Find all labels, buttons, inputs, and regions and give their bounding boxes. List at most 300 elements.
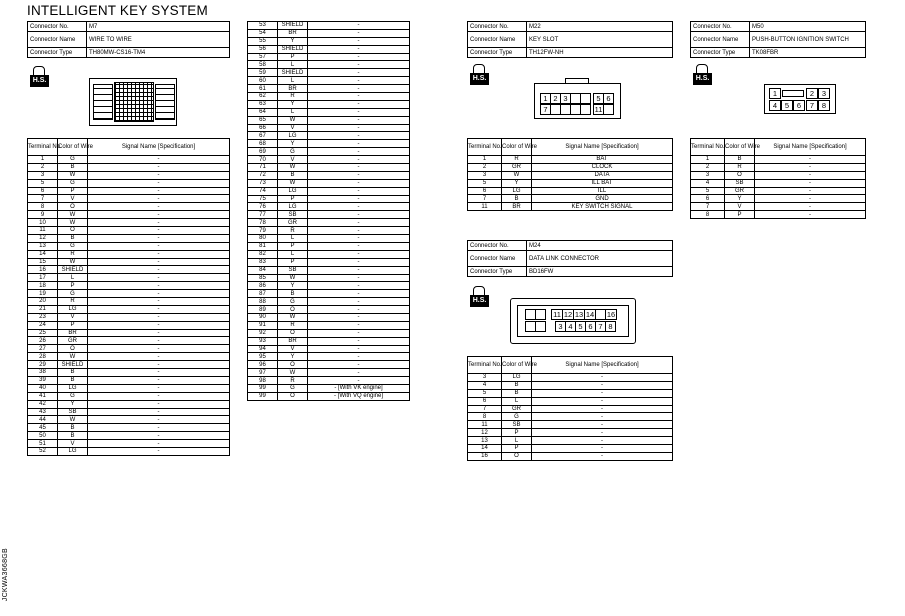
wire-color: P — [278, 195, 308, 203]
table-row — [248, 37, 410, 45]
table-row — [468, 452, 673, 460]
table-row — [28, 211, 230, 219]
m24-pin-3: 3 — [555, 321, 566, 332]
m7-terminal-table-continued — [247, 21, 410, 401]
table-row — [248, 219, 410, 227]
terminal-no: 21 — [28, 305, 58, 313]
signal-name: - [With VQ engine] — [308, 392, 410, 400]
terminal-no: 65 — [248, 116, 278, 124]
signal-name: - — [88, 329, 230, 337]
terminal-no: 95 — [248, 353, 278, 361]
table-row — [248, 353, 410, 361]
harness-side-icon — [30, 66, 50, 88]
wire-color: R — [725, 163, 755, 171]
col-terminal: Terminal No. — [691, 139, 725, 156]
terminal-no: 1 — [28, 156, 58, 164]
wire-color: P — [278, 242, 308, 250]
connector-no: M22 — [527, 22, 673, 32]
table-row — [248, 369, 410, 377]
label-connector-name: Connector Name — [468, 251, 527, 267]
m24-pin-8: 8 — [605, 321, 616, 332]
signal-name: - — [308, 290, 410, 298]
signal-name: - — [308, 337, 410, 345]
terminal-no: 69 — [248, 148, 278, 156]
wire-color: B — [278, 290, 308, 298]
table-row — [28, 345, 230, 353]
terminal-no: 62 — [248, 93, 278, 101]
table-row — [28, 179, 230, 187]
table-row — [248, 85, 410, 93]
wire-color: O — [58, 203, 88, 211]
signal-name: - — [532, 374, 673, 382]
terminal-no: 87 — [248, 290, 278, 298]
wire-color: B — [502, 389, 532, 397]
signal-name: - — [308, 306, 410, 314]
signal-name: - — [308, 211, 410, 219]
table-row — [248, 321, 410, 329]
terminal-no: 4 — [468, 381, 502, 389]
table-row — [28, 353, 230, 361]
wire-color: Y — [278, 140, 308, 148]
signal-name: GND — [532, 195, 673, 203]
signal-name: - — [532, 405, 673, 413]
table-row — [28, 424, 230, 432]
table-row — [248, 148, 410, 156]
signal-name: - — [755, 171, 866, 179]
wire-color: O — [278, 392, 308, 400]
m50-connector-face-diagram — [764, 84, 836, 114]
m50-pin-2: 2 — [806, 88, 818, 99]
wire-color: P — [58, 282, 88, 290]
m24-pin-blank — [535, 321, 546, 332]
signal-name: - — [308, 353, 410, 361]
table-row — [248, 384, 410, 392]
wire-color: R — [278, 377, 308, 385]
table-row — [28, 219, 230, 227]
table-row — [468, 445, 673, 453]
m22-pin-3: 3 — [560, 93, 571, 104]
terminal-no: 6 — [468, 187, 502, 195]
table-row — [248, 187, 410, 195]
signal-name: - — [755, 203, 866, 211]
hs-label: H.S. — [470, 295, 489, 307]
signal-name: - — [88, 384, 230, 392]
signal-name: - — [88, 227, 230, 235]
wire-color: LG — [58, 305, 88, 313]
wire-color: G — [278, 148, 308, 156]
table-row — [28, 321, 230, 329]
label-connector-type: Connector Type — [691, 48, 750, 58]
signal-name: - [With VK engine] — [308, 384, 410, 392]
terminal-no: 50 — [28, 432, 58, 440]
terminal-no: 99 — [248, 384, 278, 392]
table-row — [248, 69, 410, 77]
signal-name: - — [88, 440, 230, 448]
wire-color: P — [278, 258, 308, 266]
signal-name: - — [88, 258, 230, 266]
wire-color: LG — [278, 203, 308, 211]
wire-color: GR — [58, 337, 88, 345]
signal-name: - — [88, 274, 230, 282]
m24-pin-11: 11 — [551, 309, 563, 320]
signal-name: - — [532, 381, 673, 389]
wire-color: B — [58, 234, 88, 242]
terminal-no: 42 — [28, 400, 58, 408]
m50-pin-6: 6 — [793, 100, 805, 111]
terminal-no: 63 — [248, 100, 278, 108]
signal-name: - — [308, 156, 410, 164]
terminal-no: 28 — [28, 353, 58, 361]
terminal-no: 56 — [248, 45, 278, 53]
wire-color: B — [58, 376, 88, 384]
table-row — [248, 313, 410, 321]
wire-color: GR — [502, 405, 532, 413]
signal-name: - — [88, 234, 230, 242]
wire-color: P — [278, 53, 308, 61]
table-row — [468, 429, 673, 437]
wire-color: B — [58, 424, 88, 432]
wire-color: BR — [58, 329, 88, 337]
wire-color: B — [725, 156, 755, 164]
wire-color: O — [725, 171, 755, 179]
table-row — [468, 195, 673, 203]
terminal-no: 72 — [248, 171, 278, 179]
wire-color: GR — [725, 187, 755, 195]
table-row — [248, 171, 410, 179]
wire-color: SB — [58, 408, 88, 416]
table-row — [28, 290, 230, 298]
signal-name: ILL BAT — [532, 179, 673, 187]
table-row — [468, 156, 673, 164]
signal-name: - — [308, 100, 410, 108]
terminal-no: 54 — [248, 29, 278, 37]
terminal-no: 5 — [468, 389, 502, 397]
wire-color: BR — [278, 85, 308, 93]
terminal-no: 90 — [248, 313, 278, 321]
terminal-no: 45 — [28, 424, 58, 432]
terminal-no: 16 — [28, 266, 58, 274]
table-row — [248, 345, 410, 353]
wire-color: B — [502, 195, 532, 203]
col-terminal: Terminal No. — [468, 139, 502, 156]
table-row — [468, 179, 673, 187]
wire-color: LG — [278, 187, 308, 195]
table-row — [248, 329, 410, 337]
table-row — [28, 440, 230, 448]
signal-name: - — [88, 447, 230, 455]
col-color: Color of Wire — [502, 139, 532, 156]
terminal-no: 94 — [248, 345, 278, 353]
signal-name: - — [88, 195, 230, 203]
signal-name: - — [755, 211, 866, 219]
wire-color: W — [58, 219, 88, 227]
terminal-no: 81 — [248, 242, 278, 250]
signal-name: - — [88, 171, 230, 179]
terminal-no: 18 — [28, 282, 58, 290]
connector-name: PUSH-BUTTON IGNITION SWITCH — [750, 32, 866, 48]
signal-name: - — [308, 93, 410, 101]
signal-name: - — [755, 195, 866, 203]
signal-name: - — [88, 424, 230, 432]
signal-name: - — [308, 77, 410, 85]
signal-name: - — [88, 219, 230, 227]
table-row — [248, 290, 410, 298]
m22-terminal-table — [467, 138, 673, 211]
table-row — [248, 61, 410, 69]
terminal-no: 68 — [248, 140, 278, 148]
terminal-no: 79 — [248, 227, 278, 235]
table-row — [28, 163, 230, 171]
terminal-no: 74 — [248, 187, 278, 195]
m50-pin-8: 8 — [818, 100, 830, 111]
signal-name: - — [532, 389, 673, 397]
wire-color: R — [502, 156, 532, 164]
terminal-no: 39 — [28, 376, 58, 384]
terminal-no: 10 — [28, 219, 58, 227]
wire-color: GR — [502, 163, 532, 171]
connector-name: WIRE TO WIRE — [87, 32, 230, 48]
signal-name: - — [88, 400, 230, 408]
signal-name: - — [308, 69, 410, 77]
wire-color: O — [278, 329, 308, 337]
wire-color: L — [278, 77, 308, 85]
table-row — [28, 187, 230, 195]
col-signal: Signal Name [Specification] — [88, 139, 230, 156]
terminal-no: 15 — [28, 258, 58, 266]
wire-color: BR — [278, 29, 308, 37]
terminal-no: 11 — [468, 203, 502, 211]
signal-name: - — [755, 179, 866, 187]
m50-pin-4: 4 — [769, 100, 781, 111]
table-row — [248, 298, 410, 306]
m50-pin-7: 7 — [806, 100, 818, 111]
terminal-no: 2 — [468, 163, 502, 171]
wire-color: W — [58, 258, 88, 266]
m50-pin-5: 5 — [781, 100, 793, 111]
figure-code: JCKWA3668GB — [2, 548, 9, 602]
wire-color: G — [502, 413, 532, 421]
signal-name: - — [308, 179, 410, 187]
table-row — [28, 242, 230, 250]
wire-color: V — [278, 345, 308, 353]
col-color: Color of Wire — [725, 139, 755, 156]
terminal-no: 78 — [248, 219, 278, 227]
terminal-no: 17 — [28, 274, 58, 282]
terminal-no: 96 — [248, 361, 278, 369]
table-row — [248, 195, 410, 203]
m24-pin-16: 16 — [606, 310, 616, 319]
wire-color: P — [725, 211, 755, 219]
wire-color: V — [725, 203, 755, 211]
terminal-no: 75 — [248, 195, 278, 203]
signal-name: - — [755, 156, 866, 164]
signal-name: - — [88, 408, 230, 416]
table-row — [468, 171, 673, 179]
signal-name: - — [308, 140, 410, 148]
signal-name: KEY SWITCH SIGNAL — [532, 203, 673, 211]
signal-name: - — [88, 250, 230, 258]
signal-name: - — [308, 313, 410, 321]
signal-name: - — [88, 376, 230, 384]
label-connector-type: Connector Type — [468, 48, 527, 58]
signal-name: - — [308, 53, 410, 61]
terminal-no: 66 — [248, 124, 278, 132]
table-row — [248, 266, 410, 274]
m22-pin-blank — [580, 104, 591, 115]
signal-name: - — [532, 397, 673, 405]
wire-color: LG — [502, 187, 532, 195]
signal-name: - — [308, 242, 410, 250]
terminal-no: 8 — [28, 203, 58, 211]
signal-name: - — [308, 361, 410, 369]
wire-color: Y — [278, 282, 308, 290]
page-title: INTELLIGENT KEY SYSTEM — [27, 3, 208, 18]
table-row — [28, 171, 230, 179]
table-row — [248, 29, 410, 37]
table-row — [28, 298, 230, 306]
wire-color: L — [278, 250, 308, 258]
m22-pin-blank — [580, 93, 591, 104]
table-row — [248, 132, 410, 140]
terminal-no: 91 — [248, 321, 278, 329]
terminal-no: 5 — [691, 187, 725, 195]
signal-name: - — [88, 345, 230, 353]
wire-color: LG — [58, 447, 88, 455]
col-color: Color of Wire — [58, 139, 88, 156]
terminal-no: 13 — [28, 242, 58, 250]
wire-color: SHIELD — [278, 45, 308, 53]
terminal-no: 2 — [691, 163, 725, 171]
wire-color: W — [278, 313, 308, 321]
terminal-no: 25 — [28, 329, 58, 337]
signal-name: - — [308, 171, 410, 179]
terminal-no: 71 — [248, 164, 278, 172]
terminal-no: 29 — [28, 361, 58, 369]
signal-name: - — [88, 416, 230, 424]
table-row — [28, 266, 230, 274]
col-signal: Signal Name [Specification] — [755, 139, 866, 156]
terminal-no: 7 — [28, 195, 58, 203]
signal-name: - — [308, 116, 410, 124]
harness-side-icon — [470, 286, 490, 308]
signal-name: - — [88, 203, 230, 211]
signal-name: - — [308, 45, 410, 53]
wire-color: B — [58, 163, 88, 171]
connector-type: TH12FW-NH — [527, 48, 673, 58]
wire-color: Y — [278, 353, 308, 361]
m50-terminal-table — [690, 138, 866, 219]
signal-name: - — [532, 452, 673, 460]
terminal-no: 2 — [28, 163, 58, 171]
wire-color: G — [58, 392, 88, 400]
terminal-no: 80 — [248, 235, 278, 243]
terminal-no: 12 — [28, 234, 58, 242]
terminal-no: 38 — [28, 369, 58, 377]
wire-color: P — [502, 429, 532, 437]
m7-connector-face-diagram — [89, 78, 177, 126]
m24-connector-face-diagram — [510, 298, 636, 344]
table-row — [248, 377, 410, 385]
wire-color: O — [58, 227, 88, 235]
signal-name: - — [88, 369, 230, 377]
m22-pin-6: 6 — [603, 93, 614, 104]
table-row — [28, 384, 230, 392]
terminal-no: 60 — [248, 77, 278, 85]
wire-color: W — [58, 416, 88, 424]
table-row — [248, 164, 410, 172]
terminal-no: 8 — [691, 211, 725, 219]
wire-color: Y — [725, 195, 755, 203]
terminal-no: 7 — [691, 203, 725, 211]
wire-color: LG — [58, 384, 88, 392]
table-row — [28, 234, 230, 242]
terminal-no: 23 — [28, 313, 58, 321]
terminal-no: 89 — [248, 306, 278, 314]
wire-color: R — [58, 250, 88, 258]
signal-name: - — [88, 353, 230, 361]
terminal-no: 76 — [248, 203, 278, 211]
signal-name: - — [308, 377, 410, 385]
terminal-no: 7 — [468, 195, 502, 203]
wire-color: G — [58, 242, 88, 250]
terminal-no: 70 — [248, 156, 278, 164]
signal-name: - — [532, 437, 673, 445]
table-row — [248, 156, 410, 164]
signal-name: DATA — [532, 171, 673, 179]
table-row — [248, 124, 410, 132]
table-row — [28, 400, 230, 408]
wire-color: G — [58, 290, 88, 298]
wire-color: R — [58, 298, 88, 306]
table-row — [248, 45, 410, 53]
table-row — [468, 405, 673, 413]
terminal-no: 84 — [248, 266, 278, 274]
table-row — [248, 242, 410, 250]
terminal-no: 41 — [28, 392, 58, 400]
terminal-no: 64 — [248, 108, 278, 116]
table-row — [691, 171, 866, 179]
terminal-no: 53 — [248, 22, 278, 30]
signal-name: - — [88, 211, 230, 219]
label-connector-no: Connector No. — [468, 241, 527, 251]
wire-color: SB — [278, 266, 308, 274]
m50-header — [690, 21, 866, 58]
wire-color: R — [278, 93, 308, 101]
table-row — [248, 108, 410, 116]
col-terminal: Terminal No. — [28, 139, 58, 156]
wire-color: Y — [278, 100, 308, 108]
terminal-no: 11 — [28, 227, 58, 235]
wire-color: LG — [278, 132, 308, 140]
table-row — [248, 235, 410, 243]
terminal-no: 1 — [468, 156, 502, 164]
terminal-no: 26 — [28, 337, 58, 345]
col-color: Color of Wire — [502, 357, 532, 374]
wire-color: L — [58, 274, 88, 282]
signal-name: - — [308, 124, 410, 132]
terminal-no: 82 — [248, 250, 278, 258]
label-connector-name: Connector Name — [691, 32, 750, 48]
hs-label: H.S. — [693, 73, 712, 85]
m24-pin-12: 12 — [563, 310, 573, 319]
signal-name: - — [532, 429, 673, 437]
table-row — [28, 361, 230, 369]
table-row — [691, 187, 866, 195]
table-row — [691, 163, 866, 171]
signal-name: - — [88, 156, 230, 164]
signal-name: - — [308, 266, 410, 274]
terminal-no: 14 — [28, 250, 58, 258]
